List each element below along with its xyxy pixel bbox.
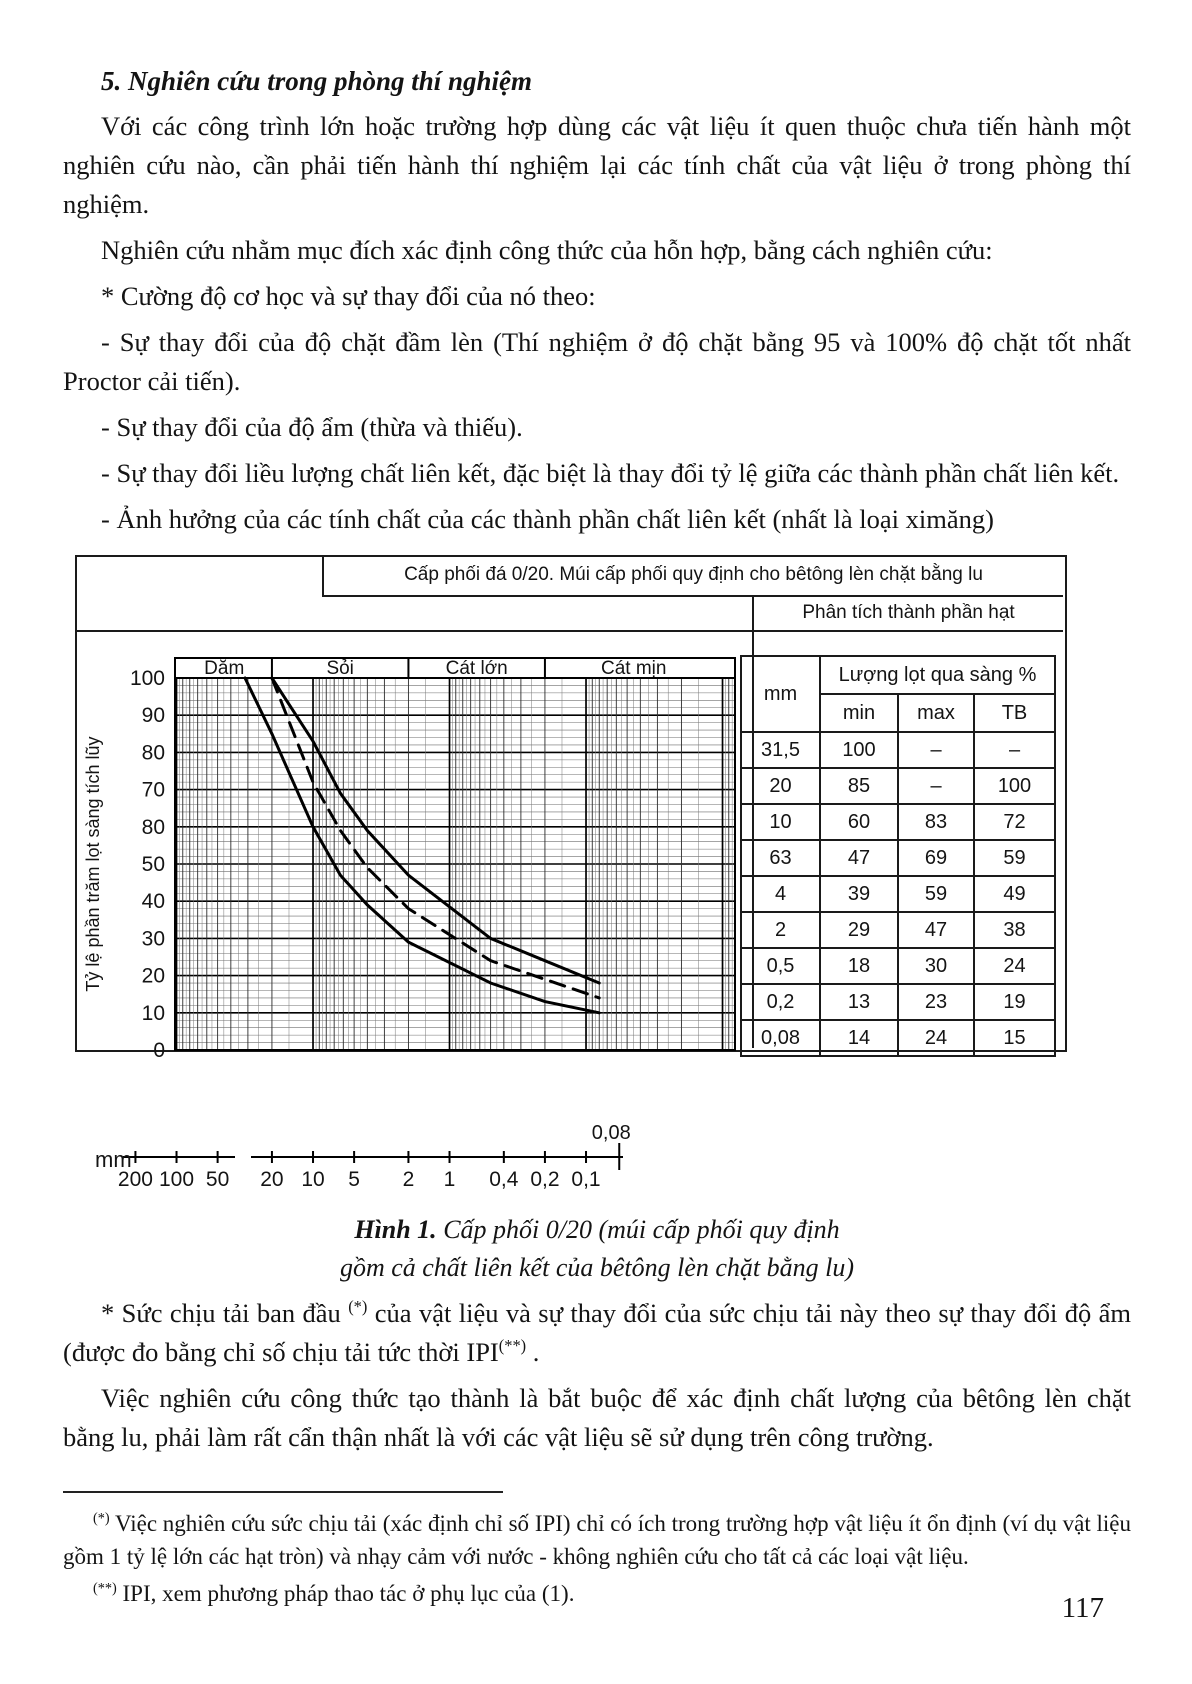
table-cell: 19 — [974, 984, 1055, 1020]
footnote-1-marker: (*) — [93, 1510, 110, 1527]
table-cell: 63 — [741, 840, 820, 876]
table-cell: 59 — [898, 876, 974, 912]
table-cell: 0,08 — [741, 1020, 820, 1056]
table-header-max: max — [898, 694, 974, 732]
svg-text:50: 50 — [205, 1168, 230, 1190]
svg-text:0,2: 0,2 — [530, 1168, 560, 1190]
table-cell: 14 — [820, 1020, 898, 1056]
svg-text:Tỷ lệ phần trăm lọt sàng tích: Tỷ lệ phần trăm lọt sàng tích lũy — [83, 736, 103, 992]
table-cell: 0,2 — [741, 984, 820, 1020]
svg-text:90: 90 — [141, 704, 165, 728]
svg-text:70: 70 — [141, 778, 165, 802]
paragraph-purpose: Nghiên cứu nhằm mục đích xác định công thức của hỗn hợp, bằng cách nghiên cứu: — [101, 235, 993, 265]
table-cell: 39 — [820, 876, 898, 912]
table-row — [741, 732, 1055, 768]
table-cell: 69 — [898, 840, 974, 876]
table-header-mm: mm — [741, 656, 820, 732]
table-cell: 24 — [898, 1020, 974, 1056]
svg-text:80: 80 — [141, 741, 165, 765]
paragraph-moisture: - Sự thay đổi của độ ẩm (thừa và thiếu). — [101, 412, 523, 442]
table-cell: 2 — [741, 912, 820, 948]
svg-text:50: 50 — [141, 853, 165, 876]
caption-label: Hình 1. — [354, 1215, 437, 1244]
table-cell: 100 — [974, 768, 1055, 804]
table-cell: 4 — [741, 876, 820, 912]
table-cell: – — [898, 732, 974, 768]
svg-text:100: 100 — [158, 1168, 195, 1190]
table-cell: 20 — [741, 768, 820, 804]
svg-text:20: 20 — [260, 1168, 284, 1190]
footnote-ref-1: (*) — [348, 1297, 368, 1317]
table-row — [741, 948, 1055, 984]
table-header-tb: TB — [974, 694, 1055, 732]
curve-max — [272, 678, 599, 983]
paragraph-binder: - Sự thay đổi liều lượng chất liên kết, đặc biệt là thay đổi tỷ lệ giữa các thành phần chất liên kết. — [101, 458, 1120, 488]
table-cell: – — [974, 732, 1055, 768]
table-header-row — [741, 656, 1055, 694]
table-header-min: min — [820, 694, 898, 732]
table-cell: 38 — [974, 912, 1055, 948]
table-row — [741, 984, 1055, 1020]
caption-text: Cấp phối 0/20 (múi cấp phối quy định — [436, 1215, 840, 1244]
table-cell: 85 — [820, 768, 898, 804]
svg-text:20: 20 — [141, 964, 165, 988]
svg-text:0,4: 0,4 — [489, 1168, 519, 1190]
section-heading: 5. Nghiên cứu trong phòng thí nghiệm — [101, 66, 533, 96]
svg-text:Cát mịn: Cát mịn — [600, 658, 667, 679]
footnote-2: (**) IPI, xem phương pháp thao tác ở phụ lục của (1). — [93, 1580, 575, 1606]
svg-text:0,1: 0,1 — [571, 1168, 601, 1190]
table-row — [741, 912, 1055, 948]
svg-text:mm: mm — [95, 1147, 132, 1172]
table-cell: 100 — [820, 732, 898, 768]
table-cell: 72 — [974, 804, 1055, 840]
svg-text:Sỏi: Sỏi — [326, 658, 354, 679]
table-cell: 59 — [974, 840, 1055, 876]
table-cell: 47 — [820, 840, 898, 876]
svg-text:30: 30 — [141, 927, 165, 951]
paragraph-bearing: * Sức chịu tải ban đầu (*) của vật liệu và sự thay đổi của sức chịu tải này theo sự thay đổi độ ẩm (được đo bằng chỉ số chịu tải tức thời IPI(**) . — [63, 1297, 1132, 1367]
table-row — [741, 876, 1055, 912]
table-cell: 10 — [741, 804, 820, 840]
table-cell: 23 — [898, 984, 974, 1020]
svg-text:80: 80 — [141, 815, 165, 839]
footnote-rule — [63, 1491, 503, 1493]
paragraph-intro: Với các công trình lớn hoặc trường hợp dùng các vật liệu ít quen thuộc chưa tiến hành một nghiên cứu nào, cần phải tiến hành thí nghiệm lại các tính chất của vật liệu ở trong phòng thí nghiệm. — [63, 111, 1131, 219]
table-row — [741, 804, 1055, 840]
sieve-analysis-table — [740, 655, 1056, 1057]
footnote-2-marker: (**) — [93, 1580, 117, 1597]
footnote-ref-2: (**) — [498, 1336, 527, 1356]
figure-caption — [63, 1211, 1131, 1287]
svg-text:0: 0 — [153, 1039, 165, 1062]
svg-text:200: 200 — [117, 1168, 153, 1190]
table-cell: 15 — [974, 1020, 1055, 1056]
page-content — [63, 52, 1131, 1614]
table-cell: – — [898, 768, 974, 804]
table-cell: 30 — [898, 948, 974, 984]
table-cell: 60 — [820, 804, 898, 840]
paragraph-conclusion: Việc nghiên cứu công thức tạo thành là bắt buộc để xác định chất lượng của bêtông lèn chặt bằng lu, phải làm rất cẩn thận nhất là với các vật liệu sẽ sử dụng trên công trường. — [63, 1383, 1131, 1452]
table-cell: 13 — [820, 984, 898, 1020]
svg-text:2: 2 — [402, 1168, 415, 1190]
table-cell: 49 — [974, 876, 1055, 912]
svg-text:10: 10 — [301, 1168, 325, 1190]
table-cell: 18 — [820, 948, 898, 984]
grain-size-chart — [75, 630, 750, 1190]
svg-text:1: 1 — [443, 1168, 456, 1190]
paragraph-binder-effect: - Ảnh hưởng của các tính chất của các thành phần chất liên kết (nhất là loại ximăng) — [101, 504, 994, 534]
svg-text:0,08: 0,08 — [591, 1122, 631, 1144]
svg-text:Dăm: Dăm — [204, 658, 245, 679]
svg-text:40: 40 — [141, 890, 165, 914]
table-header-span: Lượng lọt qua sàng % — [820, 656, 1055, 694]
svg-text:5: 5 — [348, 1168, 360, 1190]
svg-text:Cát lớn: Cát lớn — [445, 658, 508, 679]
table-cell: 47 — [898, 912, 974, 948]
paragraph-compaction: - Sự thay đổi của độ chặt đầm lèn (Thí nghiệm ở độ chặt bằng 95 và 100% độ chặt tốt nhất Proctor cải tiến). — [63, 327, 1131, 396]
table-cell: 83 — [898, 804, 974, 840]
svg-text:10: 10 — [141, 1001, 165, 1025]
figure-1 — [75, 555, 1067, 1190]
table-cell: 0,5 — [741, 948, 820, 984]
table-cell: 29 — [820, 912, 898, 948]
table-cell: 31,5 — [741, 732, 820, 768]
svg-text:100: 100 — [129, 667, 165, 690]
caption-text-line2: gồm cả chất liên kết của bêtông lèn chặt bằng lu) — [339, 1253, 855, 1282]
table-row — [741, 768, 1055, 804]
footnote-1: (*) Việc nghiên cứu sức chịu tải (xác định chỉ số IPI) chỉ có ích trong trường hợp vật liệu ít ổn định (ví dụ vật liệu gồm 1 tỷ lệ lớn các hạt tròn) và nhạy cảm với nước - không nghiên cứu cho tất cả các loại vật liệu. — [63, 1510, 1131, 1569]
table-row — [741, 1020, 1055, 1056]
page-number: 117 — [1061, 1592, 1104, 1624]
figure-header-title: Cấp phối đá 0/20. Múi cấp phối quy định cho bêtông lèn chặt bằng lu — [404, 564, 983, 585]
table-row — [741, 840, 1055, 876]
table-cell: 24 — [974, 948, 1055, 984]
figure-header-subtitle: Phân tích thành phần hạt — [802, 601, 1015, 623]
paragraph-strength: * Cường độ cơ học và sự thay đổi của nó theo: — [101, 281, 596, 311]
